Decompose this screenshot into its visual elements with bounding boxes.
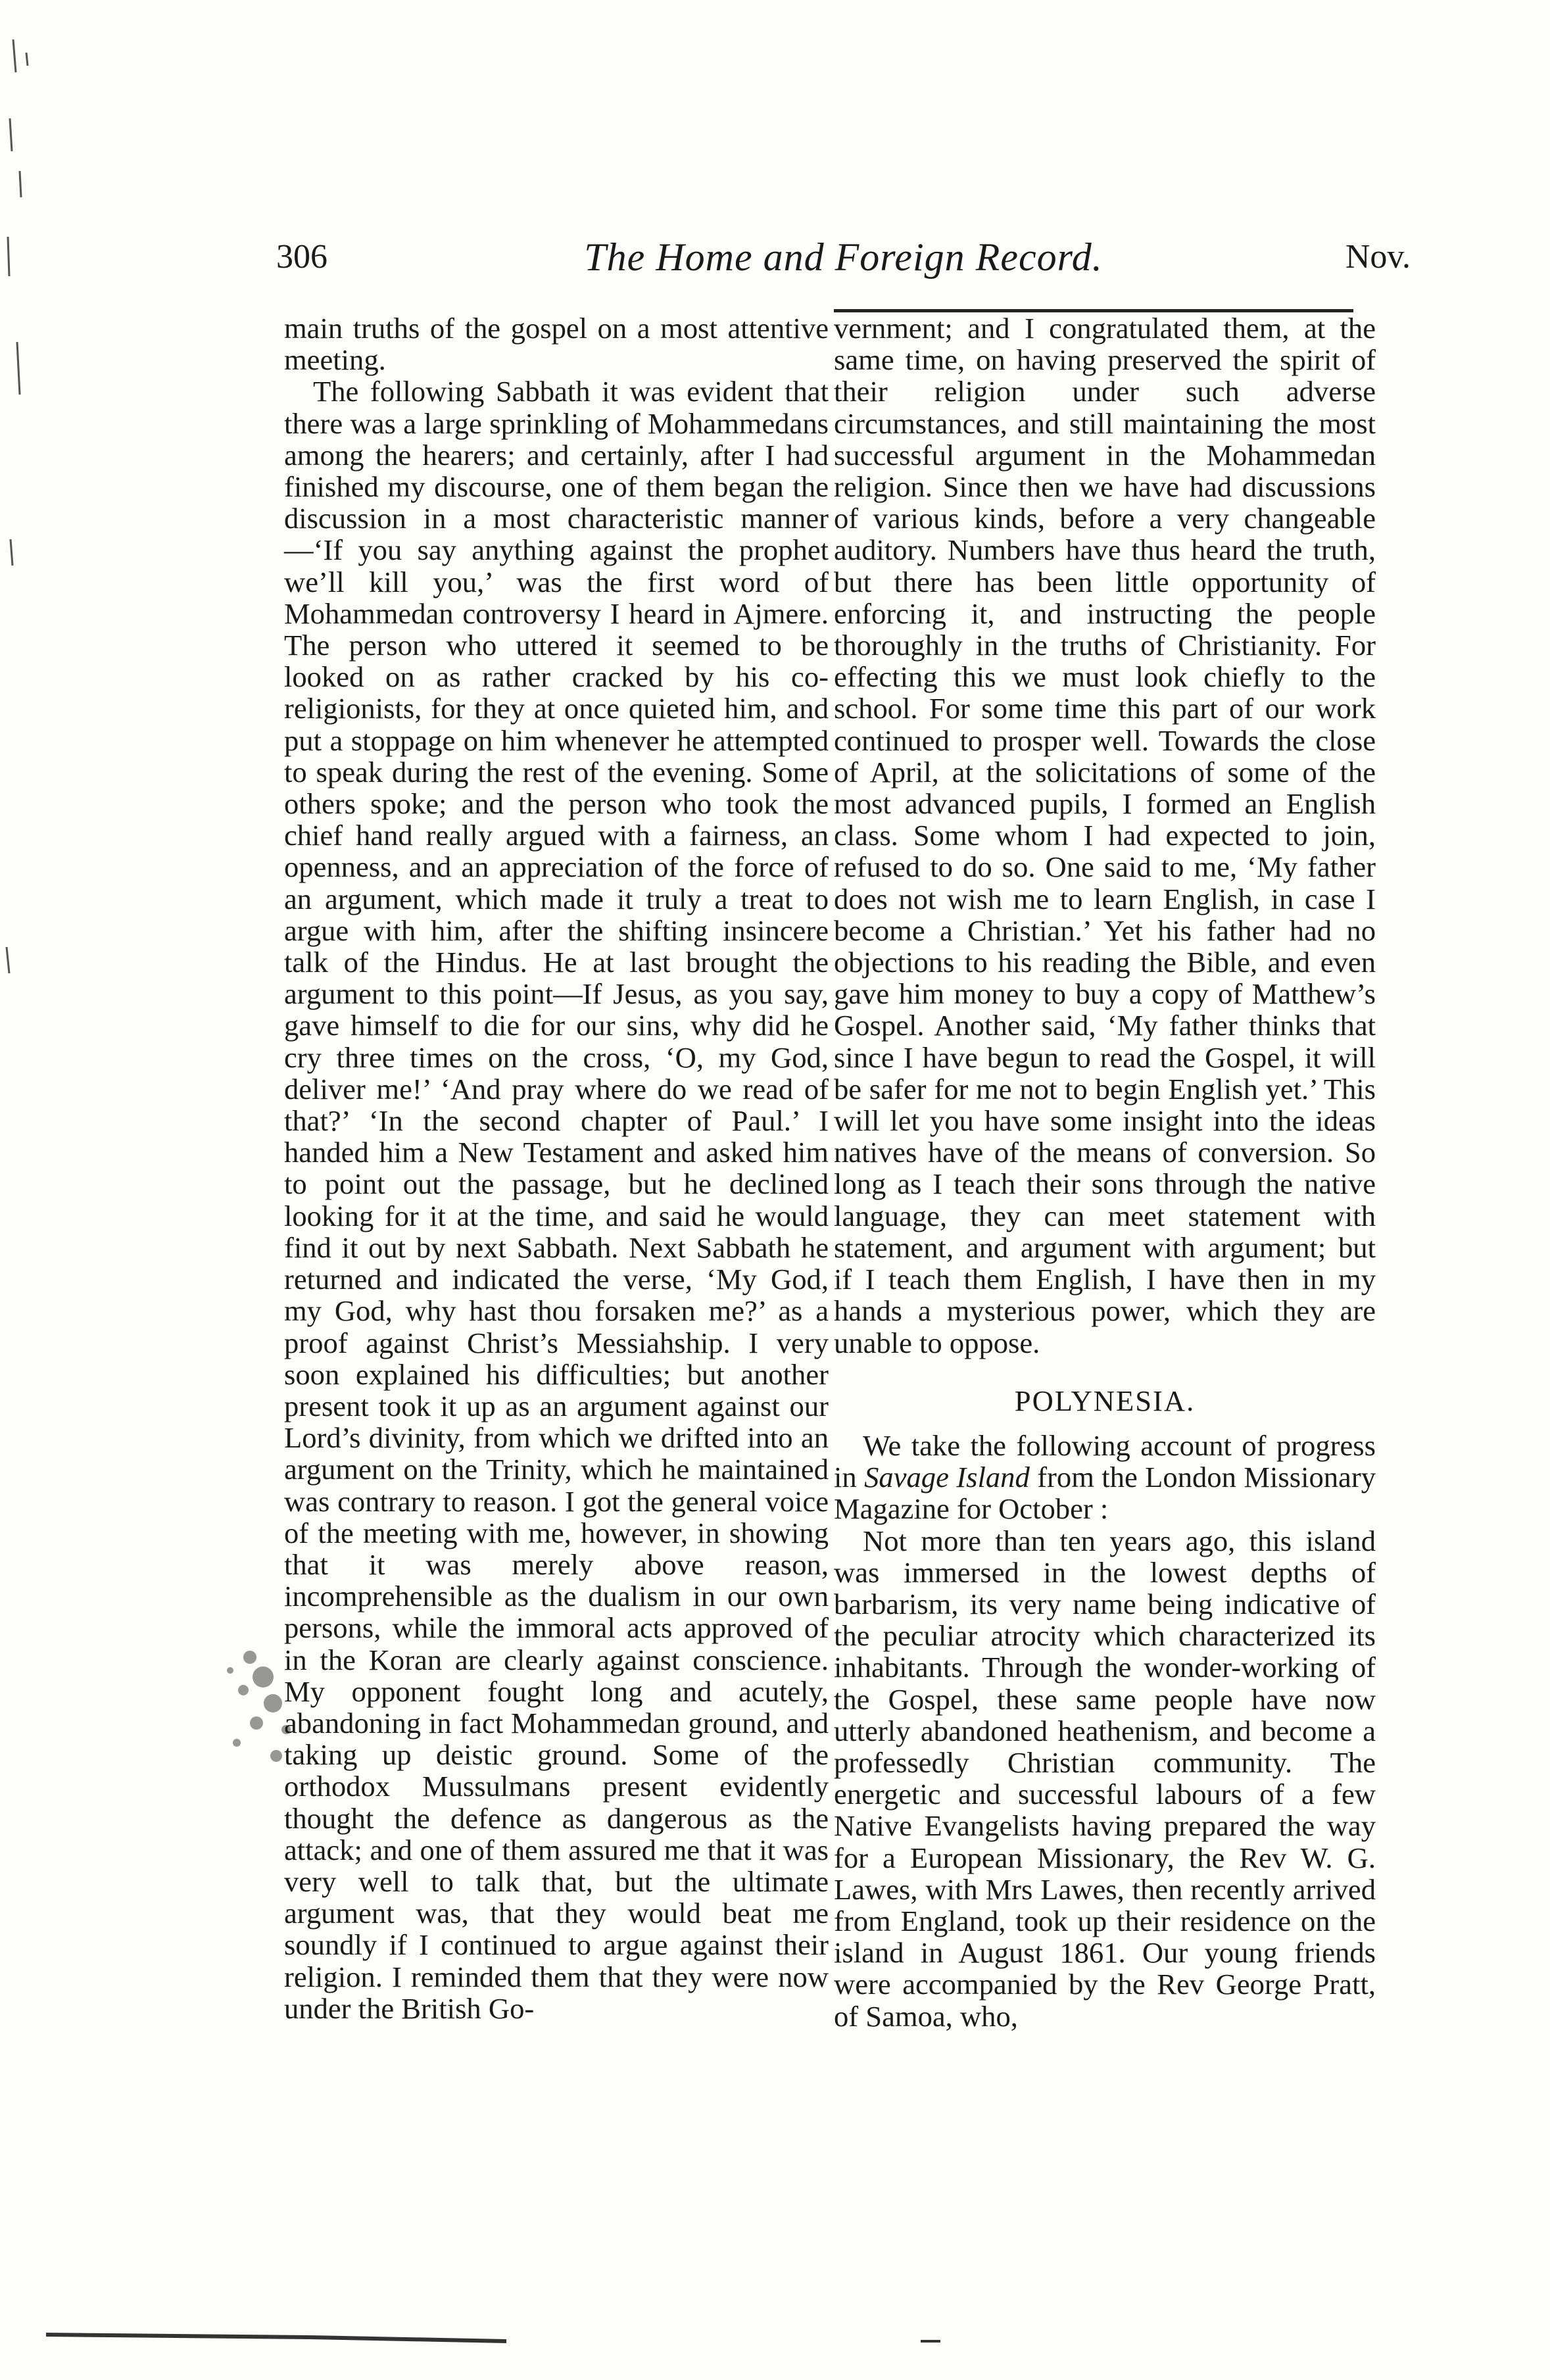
section-heading: POLYNESIA. [1014, 1384, 1196, 1417]
page-number: 306 [276, 238, 327, 276]
right-column [834, 312, 1376, 2032]
running-header [276, 234, 1411, 293]
left-column [284, 312, 829, 2024]
intro-italic-place: Savage Island [864, 1461, 1030, 1494]
scan-bottom-streak [46, 2315, 1427, 2354]
journal-title: The Home and Foreign Record. [584, 235, 1103, 279]
intro-text-b: from the London Missionary Magazine for October : [834, 1461, 1376, 1526]
right-paragraph-continued: vernment; and I congratulated them, at the same time, on having preserved the spirit of their religion under such adverse circumstances, and still maintaining the most successful argument in the Mohammedan religion. Since then we have had discussions of various kinds, before a very changeable auditory. Numbers have thus heard the truth, but there has been little opportunity of enforcing it, and instructing the people thoroughly in the truths of Christianity. For effecting this we must look chiefly to the school. For some time this part of our work continued to prosper well. Towards the close of April, at the solicitations of some of the most advanced pupils, I formed an English class. Some whom I had expected to join, refused to do so. One said to me, ‘My father does not wish me to learn English, in case I become a Christian.’ Yet his father had no objections to his reading the Bible, and even gave him money to buy a copy of Matthew’s Gospel. Another said, ‘My father thinks that since I have begun to read the Gospel, it will be safer for me not to begin English yet.’ This will let you have some insight into the ideas natives have of the means of conversion. So long as I teach their sons through the native language, they can meet statement with statement, and argument with argument; but if I teach them English, I have then in my hands a mysterious power, which they are unable to oppose. [834, 312, 1376, 1359]
intro-text-a: We take the following account of progress in [834, 1428, 1376, 1494]
section-body: Not more than ten years ago, this island was immersed in the lowest depths of barbarism, its very name being indicative of the peculiar atrocity which characterized its inhabitants. Through the wonder-working of the Gospel, these same people have now utterly abandoned heathenism, and become a professedly Christian community. The energetic and successful labours of a few Native Evangelists having prepared the way for a European Missionary, the Rev W. G. Lawes, with Mrs Lawes, then recently arrived from England, took up their residence on the island in August 1861. Our young friends were accompanied by the Rev George Pratt, of Samoa, who, [834, 1524, 1376, 2033]
left-paragraph-2: The following Sabbath it was evident that there was a large sprinkling of Mohammedans among the hearers; and certainly, after I had finished my discourse, one of them began the discussion in a most characteristic manner—‘If you say anything against the prophet we’ll kill you,’ was the first word of Mohammedan controversy I heard in Ajmere. The person who uttered it seemed to be looked on as rather cracked by his co-religionists, for they at once quieted him, and put a stoppage on him whenever he attempted to speak during the rest of the evening. Some others spoke; and the person who took the chief hand really argued with a fairness, an openness, and an appreciation of the force of an argument, which made it truly a treat to argue with him, after the shifting insincere talk of the Hindus. He at last brought the argument to this point—If Jesus, as you say, gave himself to die for our sins, why did he cry three times on the cross, ‘O, my God, deliver me!’ ‘And pray where do we read of that?’ ‘In the second chapter of Paul.’ I handed him a New Testament and asked him to point out the passage, but he declined looking for it at the time, and said he would find it out by next Sabbath. Next Sabbath he returned and indicated the verse, ‘My God, my God, why hast thou forsaken me?’ as a proof against Christ’s Messiahship. I very soon explained his difficulties; but another present took it up as an argument against our Lord’s divinity, from which we drifted into an argument on the Trinity, which he maintained was contrary to reason. I got the general voice of the meeting with me, however, in showing that it was merely above reason, incomprehensible as the dualism in our own persons, while the immoral acts approved of in the Koran are clearly against conscience. My opponent fought long and acutely, abandoning in fact Mohammedan ground, and taking up deistic ground. Some of the orthodox Mussulmans present evidently thought the defence as dangerous as the attack; and one of them assured me that it was very well to talk that, but the ultimate argument was, that they would beat me soundly if I continued to argue against their religion. I reminded them that they were now under the British Go- [284, 375, 829, 2025]
left-paragraph-1: main truths of the gospel on a most attentive meeting. [284, 312, 829, 377]
section-intro [834, 1430, 1376, 1525]
issue-month: Nov. [1345, 238, 1411, 276]
scan-edge-marks [0, 0, 132, 2380]
